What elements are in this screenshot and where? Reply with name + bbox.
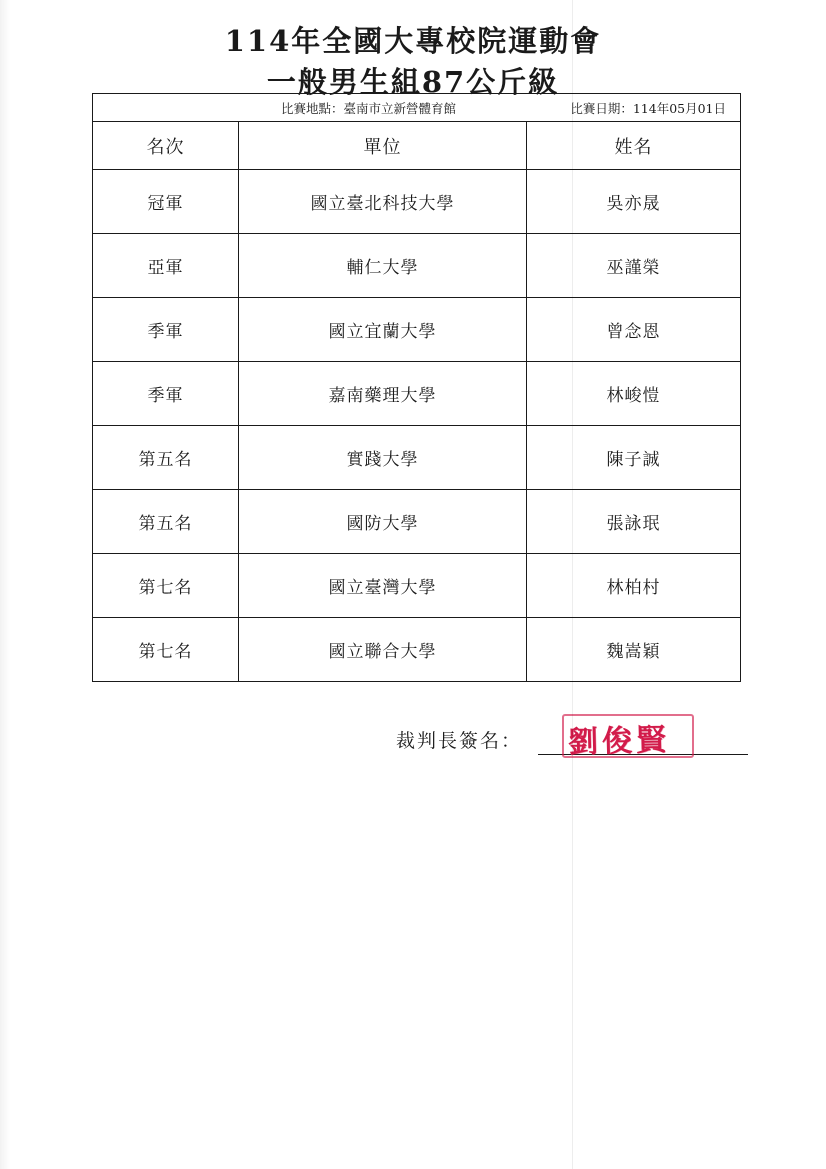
- meta-cell: [93, 94, 741, 122]
- signature-area: [0, 718, 826, 778]
- column-header-unit: 單位: [239, 122, 527, 170]
- cell-unit: 嘉南藥理大學: [239, 362, 527, 426]
- date-label: 比賽日期：114年05月01日: [570, 100, 727, 116]
- cell-rank: 季軍: [93, 362, 239, 426]
- page-subtitle: 一般男生組87公斤級: [266, 65, 560, 100]
- table-row: [93, 362, 741, 426]
- page-title: 114年全國大專校院運動會: [224, 24, 602, 58]
- cell-name: 曾念恩: [527, 298, 741, 362]
- column-header-name: 姓名: [527, 122, 741, 170]
- cell-unit: 國立宜蘭大學: [239, 298, 527, 362]
- scan-edge-shadow: [0, 0, 10, 1169]
- signature-stamp: 劉俊賢: [567, 722, 671, 761]
- cell-name: 巫謹榮: [527, 234, 741, 298]
- table-row: [93, 298, 741, 362]
- table-row: [93, 618, 741, 682]
- column-header-rank: 名次: [93, 122, 239, 170]
- results-table-body: [93, 94, 741, 682]
- cell-unit: 實踐大學: [239, 426, 527, 490]
- cell-rank: 第七名: [93, 554, 239, 618]
- cell-name: 吳亦晟: [527, 170, 741, 234]
- cell-rank: 季軍: [93, 298, 239, 362]
- results-table: [92, 93, 741, 682]
- cell-name: 林柏村: [527, 554, 741, 618]
- results-table-wrapper: [92, 93, 740, 682]
- cell-name: 魏嵩穎: [527, 618, 741, 682]
- cell-unit: 輔仁大學: [239, 234, 527, 298]
- cell-rank: 第五名: [93, 490, 239, 554]
- title-block: [0, 0, 826, 102]
- cell-unit: 國立臺灣大學: [239, 554, 527, 618]
- cell-rank: 第七名: [93, 618, 239, 682]
- cell-rank: 亞軍: [93, 234, 239, 298]
- table-row: [93, 234, 741, 298]
- table-header-row: [93, 122, 741, 170]
- cell-name: 張詠珉: [527, 490, 741, 554]
- venue-label: 比賽地點：臺南市立新營體育館: [281, 100, 457, 116]
- cell-unit: 國立臺北科技大學: [239, 170, 527, 234]
- cell-rank: 冠軍: [93, 170, 239, 234]
- table-row: [93, 170, 741, 234]
- cell-unit: 國防大學: [239, 490, 527, 554]
- cell-name: 陳子誠: [527, 426, 741, 490]
- signature-label: 裁判長簽名：: [396, 730, 523, 752]
- table-row: [93, 554, 741, 618]
- table-row: [93, 426, 741, 490]
- cell-rank: 第五名: [93, 426, 239, 490]
- meta-row: [93, 94, 741, 122]
- table-row: [93, 490, 741, 554]
- cell-name: 林峻愷: [527, 362, 741, 426]
- cell-unit: 國立聯合大學: [239, 618, 527, 682]
